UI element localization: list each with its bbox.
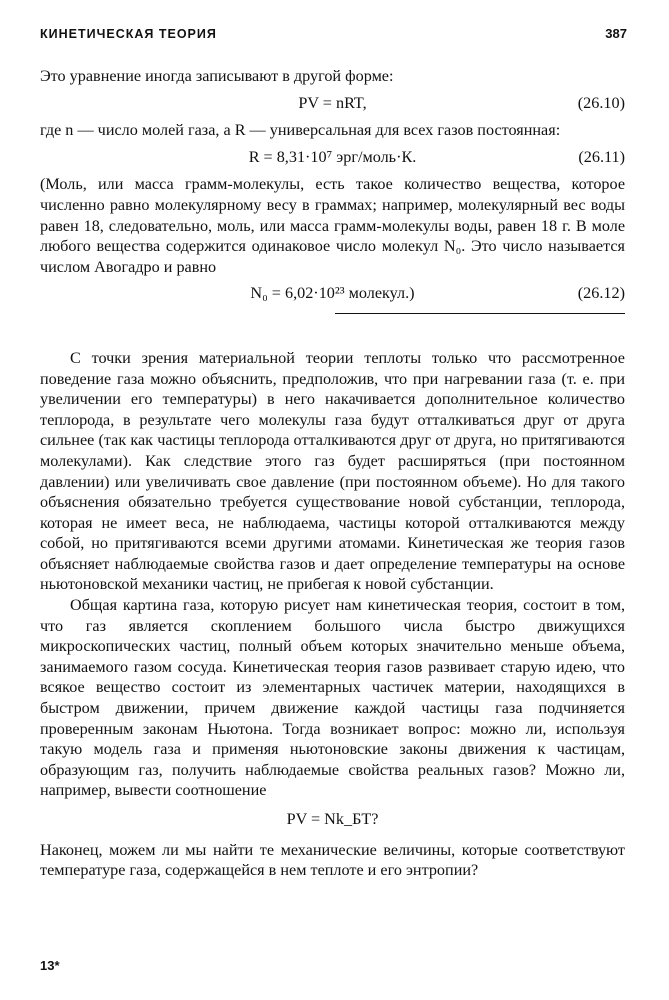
where-text: где n — число молей газа, а R — универсальная для всех газов постоянная:	[40, 121, 561, 140]
page-body	[40, 66, 625, 881]
section-divider	[335, 313, 625, 314]
paragraph-kinetic-picture: Общая картина газа, которую рисует нам кинетическая теория, состоит в том, что газ является скоплением большого числа быстро движущихся микроскопических частиц, полный объем которых значительно меньше объема, занимаемого газом сосуда. Кинетическая теория газов развивает старую идею, что всякое вещество состоит из элементарных частичек материи, находящихся в быстром движении, причем движение каждой частицы газа подчиняется проверенным законам Ньютона. Тогда возникает вопрос: можно ли, используя такую модель газа и применяя ньютоновские законы движения к частицам, образующим газ, получить наблюдаемые свойства реальных газов? Можно ли, например, вывести соотношение	[40, 596, 625, 800]
equation-text: PV = Nk_БT?	[286, 810, 379, 828]
paragraph-question: Наконец, можем ли мы найти те механические величины, которые соответствуют температуре газа, содержащейся в нем теплоте и его энтропии?	[40, 840, 625, 880]
page-header	[40, 26, 627, 41]
paragraph-caloric: С точки зрения материальной теории теплоты только что рассмотренное поведение газа можно объяснить, предположив, что при нагревании газа (т. е. при увеличении его температуры) в него накачивается дополнительное количество теплорода, в результате чего молекулы газа будут отталкиваться друг от друга сильнее (так как частицы теплорода отталкиваются друг от друга, но притягиваются молекулами). Как следствие этого газ будет расширяться (при постоянном давлении) или увеличивать свое давление (при постоянном объеме). Но для такого объяснения обязательно требуется существование новой субстанции, теплорода, которая не имеет веса, не наблюдаема, частицы которой отталкиваются между собой, но притягиваются всеми другими атомами. Кинетическая же теория газов объясняет наблюдаемые свойства газов и дает определение температуры на основе ньютоновской механики частиц, не прибегая к новой субстанции.	[40, 348, 625, 594]
equation-text: R = 8,31·10⁷ эрг/моль·К.	[248, 147, 417, 166]
mole-note: (Моль, или масса грамм-молекулы, есть такое количество вещества, которое численно равно молекулярному весу в граммах; например, молекулярный вес воды равен 18, следовательно, моль, или масса грамм-молекулы воды, равен 18 г. В моле любого вещества содержится одинаковое число молекул N₀. Это число называется числом Авогадро и равно	[40, 175, 625, 276]
equation-pv-nkt	[40, 809, 625, 830]
equation-number: (26.12)	[577, 284, 625, 303]
equation-26-11	[40, 147, 625, 168]
equation-number: (26.10)	[577, 93, 625, 112]
running-head: КИНЕТИЧЕСКАЯ ТЕОРИЯ	[40, 27, 217, 41]
page-number: 387	[605, 26, 627, 41]
signature-mark: 13*	[40, 958, 60, 973]
equation-text: N₀ = 6,02·10²³ молекул.)	[250, 284, 415, 303]
equation-number: (26.11)	[578, 147, 625, 166]
intro-line: Это уравнение иногда записывают в другой форме:	[40, 67, 394, 85]
equation-26-12	[40, 283, 625, 304]
equation-text: PV = nRT,	[298, 93, 367, 112]
equation-26-10	[40, 93, 625, 114]
